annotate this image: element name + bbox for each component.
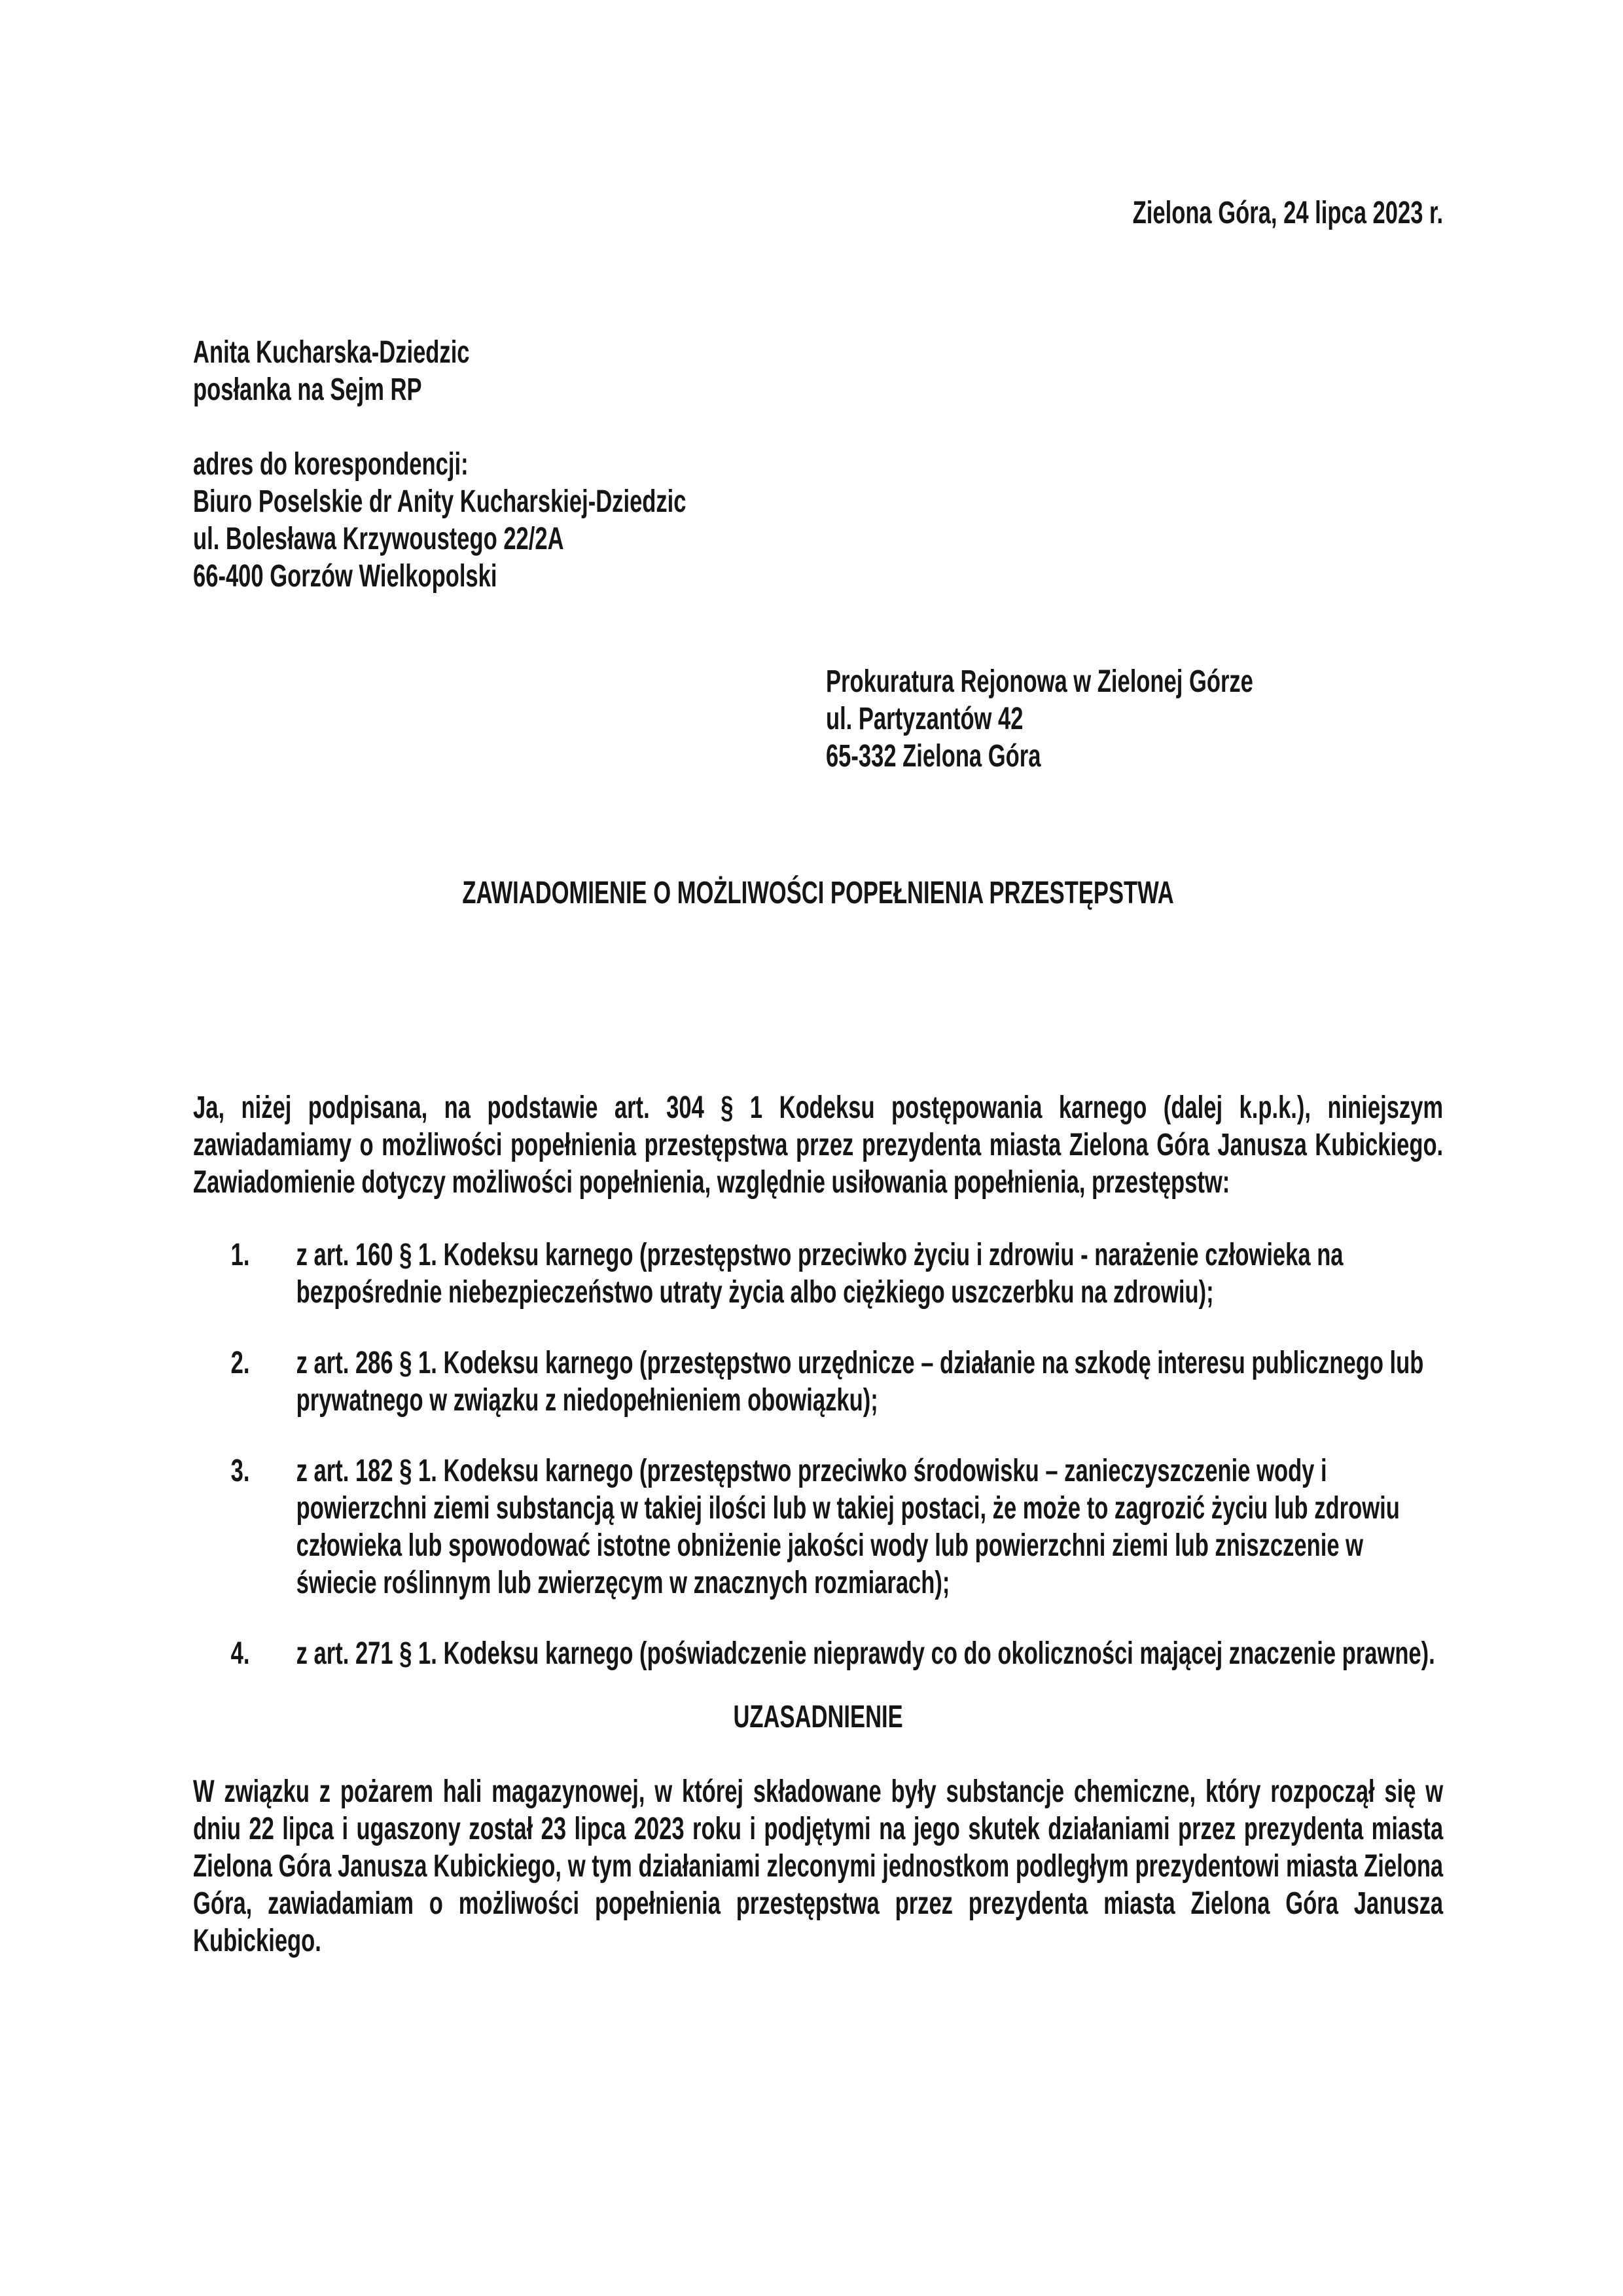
sender-address-line: ul. Bolesława Krzywoustego 22/2A bbox=[193, 522, 564, 556]
sender-role: posłanka na Sejm RP bbox=[193, 372, 422, 407]
sender-address-line: Biuro Poselskie dr Anity Kucharskiej-Dziedzic bbox=[193, 484, 687, 519]
offense-item bbox=[193, 1452, 1443, 1602]
justification-paragraph: W związku z pożarem hali magazynowej, w której składowane były substancje chemiczne, który rozpoczął się w dniu 22 lipca i ugaszony został 23 lipca 2023 roku i podjętymi na jego skutek działaniami przez prezydenta miasta Zielona Góra Janusza Kubickiego, w tym działaniami zleconymi jednostkom podległym prezydentowi miasta Zielona Góra, zawiadamiam o możliwości popełnienia przestępstwa przez prezydenta miasta Zielona Góra Janusza Kubickiego. bbox=[193, 1774, 1444, 1958]
offense-list bbox=[193, 1236, 1443, 1672]
sender-block bbox=[193, 334, 1443, 595]
offense-item bbox=[193, 1635, 1443, 1672]
offense-number: 3. bbox=[230, 1454, 250, 1488]
spacer bbox=[193, 408, 1443, 446]
offense-number: 4. bbox=[230, 1636, 250, 1671]
recipient-address-line: 65-332 Zielona Góra bbox=[825, 739, 1041, 774]
document-title: ZAWIADOMIENIE O MOŻLIWOŚCI POPEŁNIENIA PRZESTĘPSTWA bbox=[462, 876, 1174, 910]
sender-address-line: 66-400 Gorzów Wielkopolski bbox=[193, 559, 497, 594]
sender-correspondence-label: adres do korespondencji: bbox=[193, 447, 469, 482]
offense-text: z art. 271 § 1. Kodeksu karnego (poświadczenie nieprawdy co do okoliczności mającej znaczenie prawne). bbox=[296, 1636, 1435, 1671]
intro-paragraph: Ja, niżej podpisana, na podstawie art. 304 § 1 Kodeksu postępowania karnego (dalej k.p.k.), niniejszym zawiadamiamy o możliwości popełnienia przestępstwa przez prezydenta miasta Zielona Góra Janusza Kubickiego. Zawiadomienie dotyczy możliwości popełnienia, względnie usiłowania popełnienia, przestępstw: bbox=[193, 1090, 1444, 1200]
offense-text: z art. 160 § 1. Kodeksu karnego (przestępstwo przeciwko życiu i zdrowiu - narażenie człowieka na bezpośrednie niebezpieczeństwo utraty życia albo ciężkiego uszczerbku na zdrowiu); bbox=[296, 1238, 1344, 1310]
offense-item bbox=[193, 1236, 1443, 1311]
offense-text: z art. 286 § 1. Kodeksu karnego (przestępstwo urzędnicze – działanie na szkodę interesu publicznego lub prywatnego w związku z niedopełnieniem obowiązku); bbox=[296, 1346, 1424, 1418]
recipient-block bbox=[193, 663, 1443, 775]
offense-item bbox=[193, 1344, 1443, 1419]
offense-number: 2. bbox=[230, 1346, 250, 1380]
sender-name: Anita Kucharska-Dziedzic bbox=[193, 335, 470, 370]
recipient-name: Prokuratura Rejonowa w Zielonej Górze bbox=[825, 664, 1253, 699]
date-line: Zielona Góra, 24 lipca 2023 r. bbox=[1132, 196, 1444, 230]
offense-text: z art. 182 § 1. Kodeksu karnego (przestępstwo przeciwko środowisku – zanieczyszczenie wody i powierzchni ziemi substancją w takiej ilości lub w takiej postaci, że może to zagrozić życiu lub zdrowiu człowieka lub spowodować istotne obniżenie jakości wody lub powierzchni ziemi lub zniszczenie w świecie roślinnym lub zwierzęcym w znacznych rozmiarach); bbox=[296, 1454, 1400, 1600]
offense-number: 1. bbox=[230, 1238, 250, 1272]
justification-heading: UZASADNIENIE bbox=[733, 1700, 903, 1734]
recipient-address-line: ul. Partyzantów 42 bbox=[825, 702, 1024, 736]
